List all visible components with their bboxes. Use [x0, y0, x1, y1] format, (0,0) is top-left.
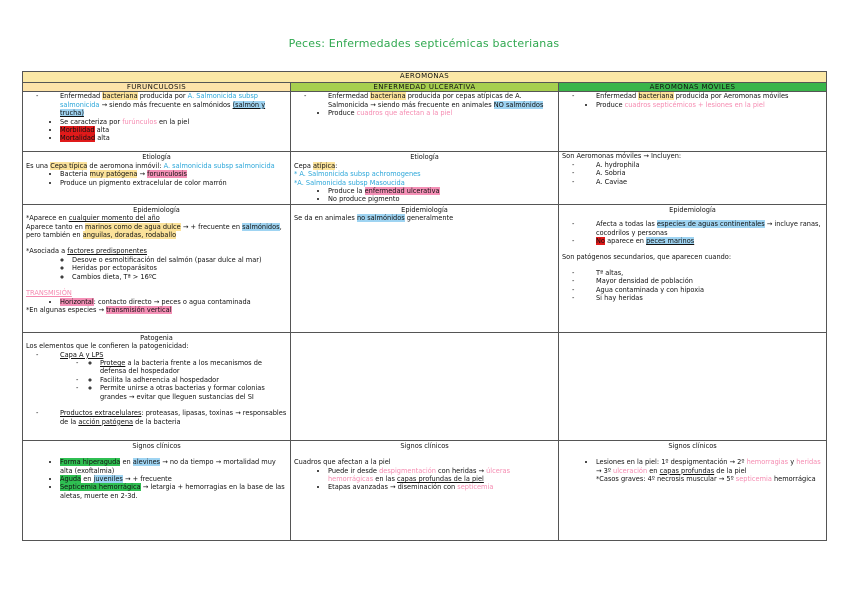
list-item: • Morbilidad alta: [60, 126, 287, 134]
paragraph: Los elementos que le confieren la patogenicidad:: [26, 342, 189, 351]
list-item: - Agua contaminada y con hipoxia: [596, 286, 823, 294]
section-title: Epidemiología: [401, 205, 448, 214]
cell-ulcerativa-etiologia: [291, 152, 559, 204]
cell-moviles-epidemiologia: [559, 204, 827, 332]
list-item: • Horizontal: contacto directo → peces o agua contaminada: [60, 298, 287, 306]
cell-moviles-etiologia: [559, 152, 827, 204]
paragraph: * A. Salmonicida subsp achromogenes: [294, 170, 421, 179]
paragraph: *Asociada a factores predisponentes: [26, 247, 147, 256]
list-item: • Aguda en juveniles → + frecuente: [60, 475, 287, 483]
list-item: • Se caracteriza por furúnculos en la piel: [60, 118, 287, 126]
paragraph: *Aparece en cualquier momento del año: [26, 214, 160, 223]
list-item: • Produce cuadros septicémicos + lesiones en la piel: [596, 101, 823, 109]
list-item: - Afecta a todas las especies de aguas continentales → incluye ranas, cocodrilos y personas: [596, 220, 823, 237]
list-item: • Puede ir desde despigmentación con heridas → úlceras hemorrágicas en las capas profundas de la piel: [328, 467, 555, 484]
col-header-furunculosis: FURUNCULOSIS: [23, 83, 291, 92]
list-item: • Lesiones en la piel: 1º despigmentación → 2º hemorragias y heridas → 3º ulceración en capas profundas de la piel *Casos graves: 4º necrosis muscular → 5º septicemia hemorrágica: [596, 458, 823, 483]
list-item: - A. hydrophila: [596, 161, 823, 169]
paragraph: Es una Cepa típica de aeromona inmóvil: A. salmonicida subsp salmonicida: [26, 161, 275, 170]
list-item: ◦ Desove o esmoltificación del salmón (pasar dulce al mar): [72, 256, 287, 264]
list-item: - Productos extracelulares: proteasas, lipasas, toxinas → responsables de la acción patógena de la bacteria: [60, 409, 287, 426]
list-item: - Enfermedad bacteriana producida por cepas atípicas de A. Salmonicida → siendo más frecuente en animales NO salmónidos: [328, 92, 555, 109]
section-title: Signos clínicos: [400, 441, 449, 450]
cell-furunculosis-etiologia: [23, 152, 291, 204]
section-title: Etiología: [410, 153, 439, 162]
list-item: • Mortalidad alta: [60, 134, 287, 142]
list-item: - Si hay heridas: [596, 294, 823, 302]
cell-moviles-signos: [559, 440, 827, 540]
cell-ulcerativa-epidemiologia: [291, 204, 559, 332]
list-item: • Produce cuadros que afectan a la piel: [328, 109, 555, 117]
cell-furunculosis-patogenia: [23, 332, 291, 440]
list-item: - ◦ Facilita la adherencia al hospedador: [100, 376, 287, 384]
list-item: - Tª altas,: [596, 269, 823, 277]
col-header-moviles: AEROMONAS MÓVILES: [559, 83, 827, 92]
cell-ulcerativa-patogenia: [291, 332, 559, 440]
list-item: - Mayor densidad de población: [596, 277, 823, 285]
paragraph: TRANSMISIÓN: [26, 289, 72, 298]
paragraph: *A. Salmonicida subsp Masoucida: [294, 178, 405, 187]
paragraph: Cepa atípica:: [294, 161, 338, 170]
cell-moviles-patogenia: [559, 332, 827, 440]
list-item: - Capa A y LPS - ◦ Protege a la bacteria frente a los mecanismos de defensa del hospedador - ◦ Facilita la adherencia al hospedador - ◦ Permite unirse a otras bacterias y formar colonias grandes → evitar que lleguen sustancias del SI: [60, 351, 287, 401]
main-header: AEROMONAS: [23, 72, 827, 83]
list-item: - ◦ Protege a la bacteria frente a los mecanismos de defensa del hospedador: [100, 359, 287, 376]
list-item: - ◦ Permite unirse a otras bacterias y formar colonias grandes → evitar que lleguen sustancias del SI: [100, 384, 287, 401]
paragraph: Cuadros que afectan a la piel: [294, 458, 391, 467]
list-item: - A. Caviae: [596, 178, 823, 186]
cell-ulcerativa-intro: [291, 92, 559, 152]
list-item: • Etapas avanzadas → diseminación con septicemia: [328, 483, 555, 491]
paragraph: Son Aeromonas móviles → Incluyen:: [562, 152, 682, 161]
section-title: Etiología: [142, 153, 171, 162]
cell-furunculosis-intro: [23, 92, 291, 152]
list-item: • Produce la enfermedad ulcerativa: [328, 187, 555, 195]
paragraph: *En algunas especies → transmisión vertical: [26, 305, 172, 314]
section-title: Signos clínicos: [668, 441, 717, 450]
page-title: Peces: Enfermedades septicémicas bacterianas: [288, 37, 560, 50]
cell-ulcerativa-signos: [291, 440, 559, 540]
paragraph: Son patógenos secundarios, que aparecen cuando:: [562, 253, 732, 262]
list-item: • Septicemia hemorrágica → letargia + hemorragias en la base de las aletas, muerte en 2-3d.: [60, 483, 287, 500]
cell-furunculosis-epidemiologia: [23, 204, 291, 332]
list-item: - Enfermedad bacteriana producida por A. Salmonicida subsp salmonicida → siendo más frecuente en salmónidos (salmón y trucha): [60, 92, 287, 117]
paragraph: Se da en animales no salmónidos generalmente: [294, 214, 454, 223]
section-title: Epidemiología: [133, 205, 180, 214]
list-item: • Produce un pigmento extracelular de color marrón: [60, 179, 287, 187]
col-header-ulcerativa: ENFERMEDAD ULCERATIVA: [291, 83, 559, 92]
paragraph: Aparece tanto en marinos como de agua dulce → + frecuente en salmónidos, pero también en anguilas, doradas, rodaballo: [26, 222, 282, 240]
section-title: Epidemiología: [669, 205, 716, 214]
list-item: - Enfermedad bacteriana producida por Aeromonas móviles: [596, 92, 823, 100]
section-title: Signos clínicos: [132, 441, 181, 450]
list-item: - No aparece en peces marinos: [596, 237, 823, 245]
cell-furunculosis-signos: [23, 440, 291, 540]
list-item: • Bacteria muy patógena → forunculosis: [60, 170, 287, 178]
list-item: ◦ Heridas por ectoparásitos: [72, 264, 287, 272]
aeromonas-table: [22, 71, 827, 541]
list-item: - A. Sobria: [596, 169, 823, 177]
list-item: • No produce pigmento: [328, 195, 555, 203]
section-title: Patogenia: [140, 333, 173, 342]
list-item: ◦ Cambios dieta, Tª > 16ºC: [72, 273, 287, 281]
list-item: • Forma hiperaguda en alevines → no da tiempo → mortalidad muy alta (exoftalmia): [60, 458, 287, 475]
cell-moviles-intro: [559, 92, 827, 152]
